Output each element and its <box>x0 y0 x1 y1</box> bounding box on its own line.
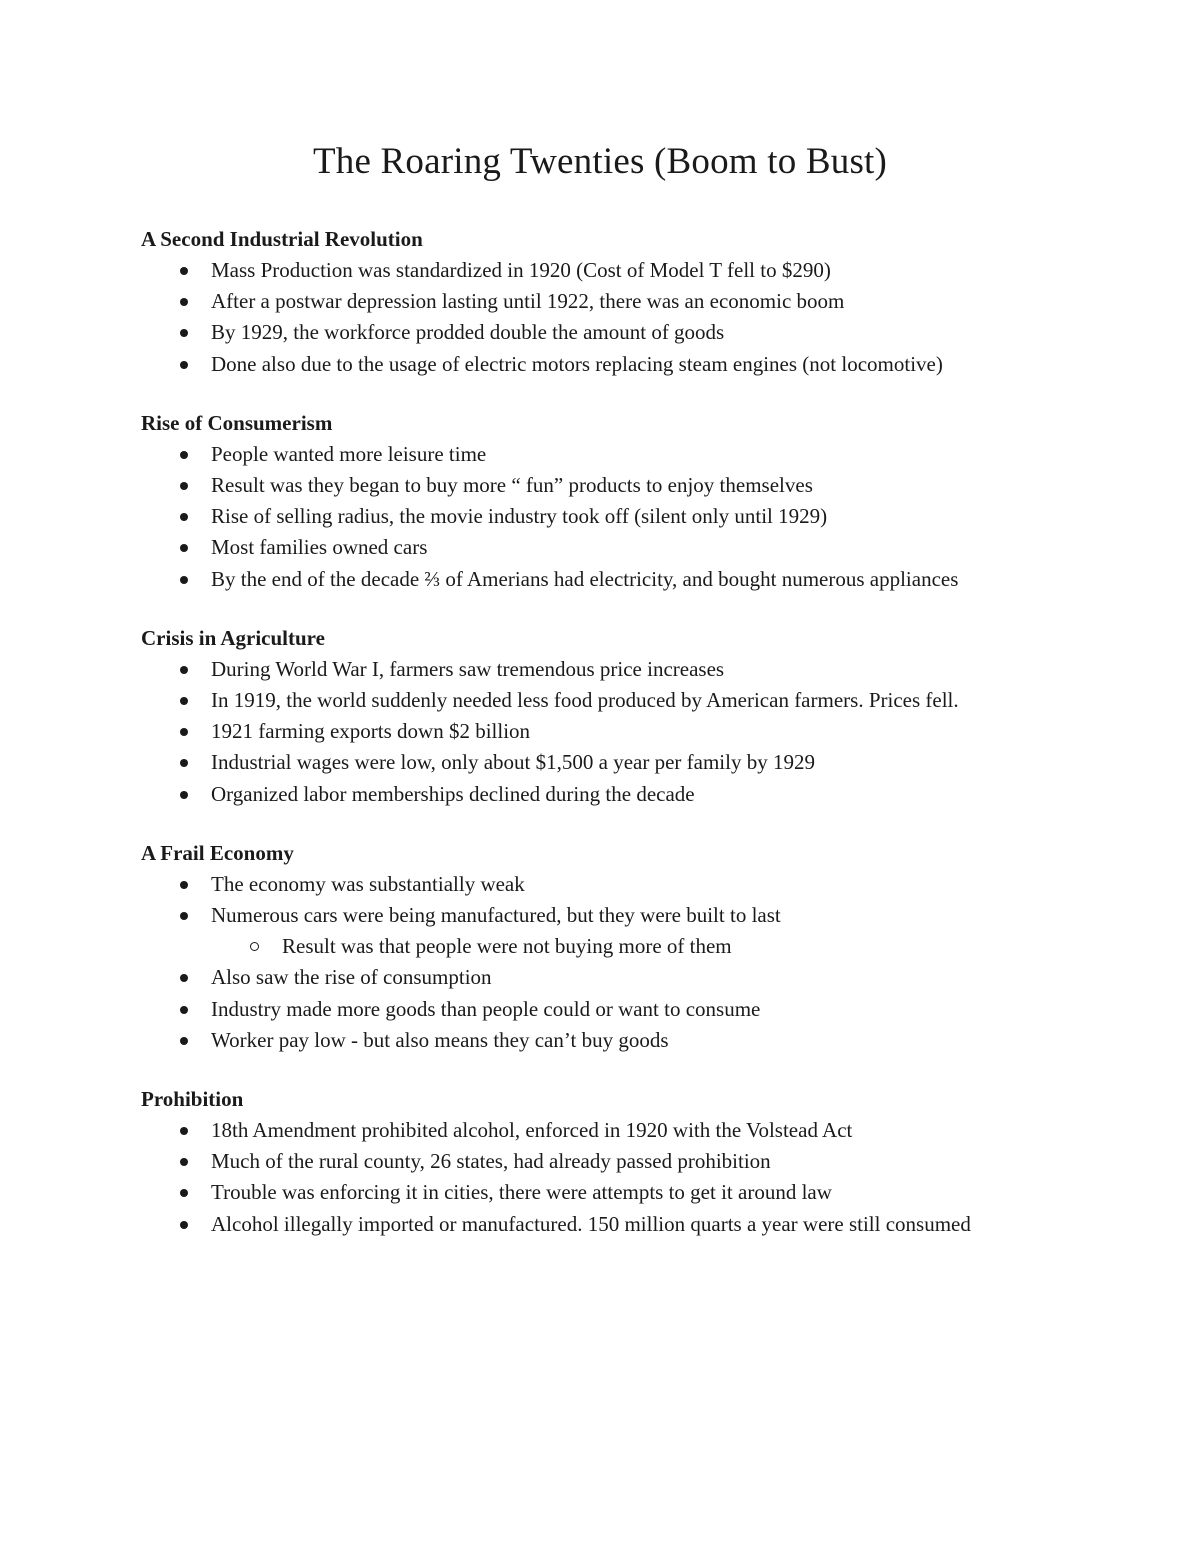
section-heading: A Second Industrial Revolution <box>141 227 423 251</box>
list-item-text: Trouble was enforcing it in cities, there were attempts to get it around law <box>211 1180 832 1205</box>
list-item-text: Rise of selling radius, the movie industry took off (silent only until 1929) <box>211 504 828 529</box>
list-item <box>141 1025 1101 1056</box>
list-item-text: Numerous cars were being manufactured, but they were built to last <box>211 903 781 928</box>
list-item <box>141 501 1101 532</box>
list-item-text: Result was they began to buy more “ fun” products to enjoy themselves <box>211 473 813 498</box>
list-item-text: Industrial wages were low, only about $1,500 a year per family by 1929 <box>211 750 815 775</box>
list-item-text: Organized labor memberships declined during the decade <box>211 781 695 806</box>
section-frail-economy <box>141 838 1101 1056</box>
bullet-icon <box>180 728 188 736</box>
bullet-icon <box>180 666 188 674</box>
bullet-icon <box>180 791 188 799</box>
list-item <box>141 439 1101 470</box>
bullet-icon <box>180 974 188 982</box>
bullet-list <box>141 869 1101 1056</box>
bullet-icon <box>180 513 188 521</box>
list-item-text: Also saw the rise of consumption <box>211 965 492 990</box>
list-item-text: Done also due to the usage of electric motors replacing steam engines (not locomotive) <box>211 351 943 376</box>
section-heading: Crisis in Agriculture <box>141 625 325 650</box>
page-title: The Roaring Twenties (Boom to Bust) <box>312 141 888 182</box>
list-item <box>141 255 1101 286</box>
list-item <box>141 1209 1031 1240</box>
bullet-icon <box>180 1127 188 1135</box>
hollow-bullet-icon <box>250 942 259 951</box>
bullet-list <box>141 255 1101 380</box>
bullet-icon <box>180 329 188 337</box>
sub-list-item <box>141 931 1101 962</box>
list-item-text: Industry made more goods than people could or want to consume <box>211 996 761 1021</box>
bullet-icon <box>180 576 188 584</box>
list-item <box>141 470 1101 501</box>
section-rise-of-consumerism <box>141 408 1101 595</box>
list-item <box>141 994 1101 1025</box>
list-item-text: Most families owned cars <box>211 535 428 560</box>
bullet-icon <box>180 1189 188 1197</box>
list-item-text: People wanted more leisure time <box>211 441 487 466</box>
list-item <box>141 716 1101 747</box>
bullet-icon <box>180 1221 188 1229</box>
list-item-text: Mass Production was standardized in 1920 (Cost of Model T fell to $290) <box>211 258 831 282</box>
bullet-list <box>141 654 1101 810</box>
list-item <box>141 564 1101 595</box>
list-item-text: By the end of the decade ⅔ of Amerians had electricity, and bought numerous appliances <box>211 566 959 591</box>
list-item-text: Worker pay low - but also means they can’t buy goods <box>211 1027 669 1052</box>
list-item <box>141 685 1101 716</box>
document-body <box>141 224 1101 1268</box>
list-item-text: By 1929, the workforce prodded double the amount of goods <box>211 320 725 345</box>
bullet-icon <box>180 298 188 306</box>
list-item <box>141 900 1101 931</box>
bullet-icon <box>180 912 188 920</box>
bullet-list <box>141 439 1101 595</box>
bullet-icon <box>180 267 188 275</box>
list-item-text: Alcohol illegally imported or manufactured. 150 million quarts a year were still consumed <box>211 1211 971 1236</box>
bullet-icon <box>180 881 188 889</box>
section-second-industrial-revolution <box>141 224 1101 380</box>
bullet-icon <box>180 482 188 490</box>
list-item <box>141 1177 1101 1208</box>
list-item <box>141 1146 1101 1177</box>
bullet-icon <box>180 451 188 459</box>
list-item <box>141 286 1101 317</box>
bullet-icon <box>180 544 188 552</box>
bullet-icon <box>180 759 188 767</box>
list-item <box>141 747 1101 778</box>
list-item-text: During World War I, farmers saw tremendous price increases <box>211 656 725 681</box>
list-item-text: 18th Amendment prohibited alcohol, enforced in 1920 with the Volstead Act <box>211 1118 853 1143</box>
list-item <box>141 962 1101 993</box>
list-item <box>141 349 1101 380</box>
bullet-icon <box>180 1037 188 1045</box>
bullet-icon <box>180 697 188 705</box>
list-item-text: The economy was substantially weak <box>211 871 525 896</box>
bullet-list <box>141 1115 1101 1240</box>
list-item-text: Much of the rural county, 26 states, had already passed prohibition <box>211 1149 771 1174</box>
list-item <box>141 532 1101 563</box>
list-item <box>141 779 1101 810</box>
sub-list-item-text: Result was that people were not buying more of them <box>282 934 732 959</box>
bullet-icon <box>180 1006 188 1014</box>
list-item-text: In 1919, the world suddenly needed less food produced by American farmers. Prices fell. <box>211 688 959 713</box>
list-item <box>141 1115 1101 1146</box>
list-item-text: After a postwar depression lasting until 1922, there was an economic boom <box>211 289 845 314</box>
section-heading: A Frail Economy <box>141 840 294 865</box>
list-item <box>141 317 1101 348</box>
section-prohibition <box>141 1084 1101 1240</box>
section-heading: Rise of Consumerism <box>141 410 333 435</box>
list-item <box>141 654 1101 685</box>
list-item <box>141 869 1101 900</box>
bullet-icon <box>180 361 188 369</box>
section-crisis-in-agriculture <box>141 623 1101 810</box>
list-item-text: 1921 farming exports down $2 billion <box>211 719 531 744</box>
bullet-icon <box>180 1158 188 1166</box>
section-heading: Prohibition <box>141 1087 244 1112</box>
